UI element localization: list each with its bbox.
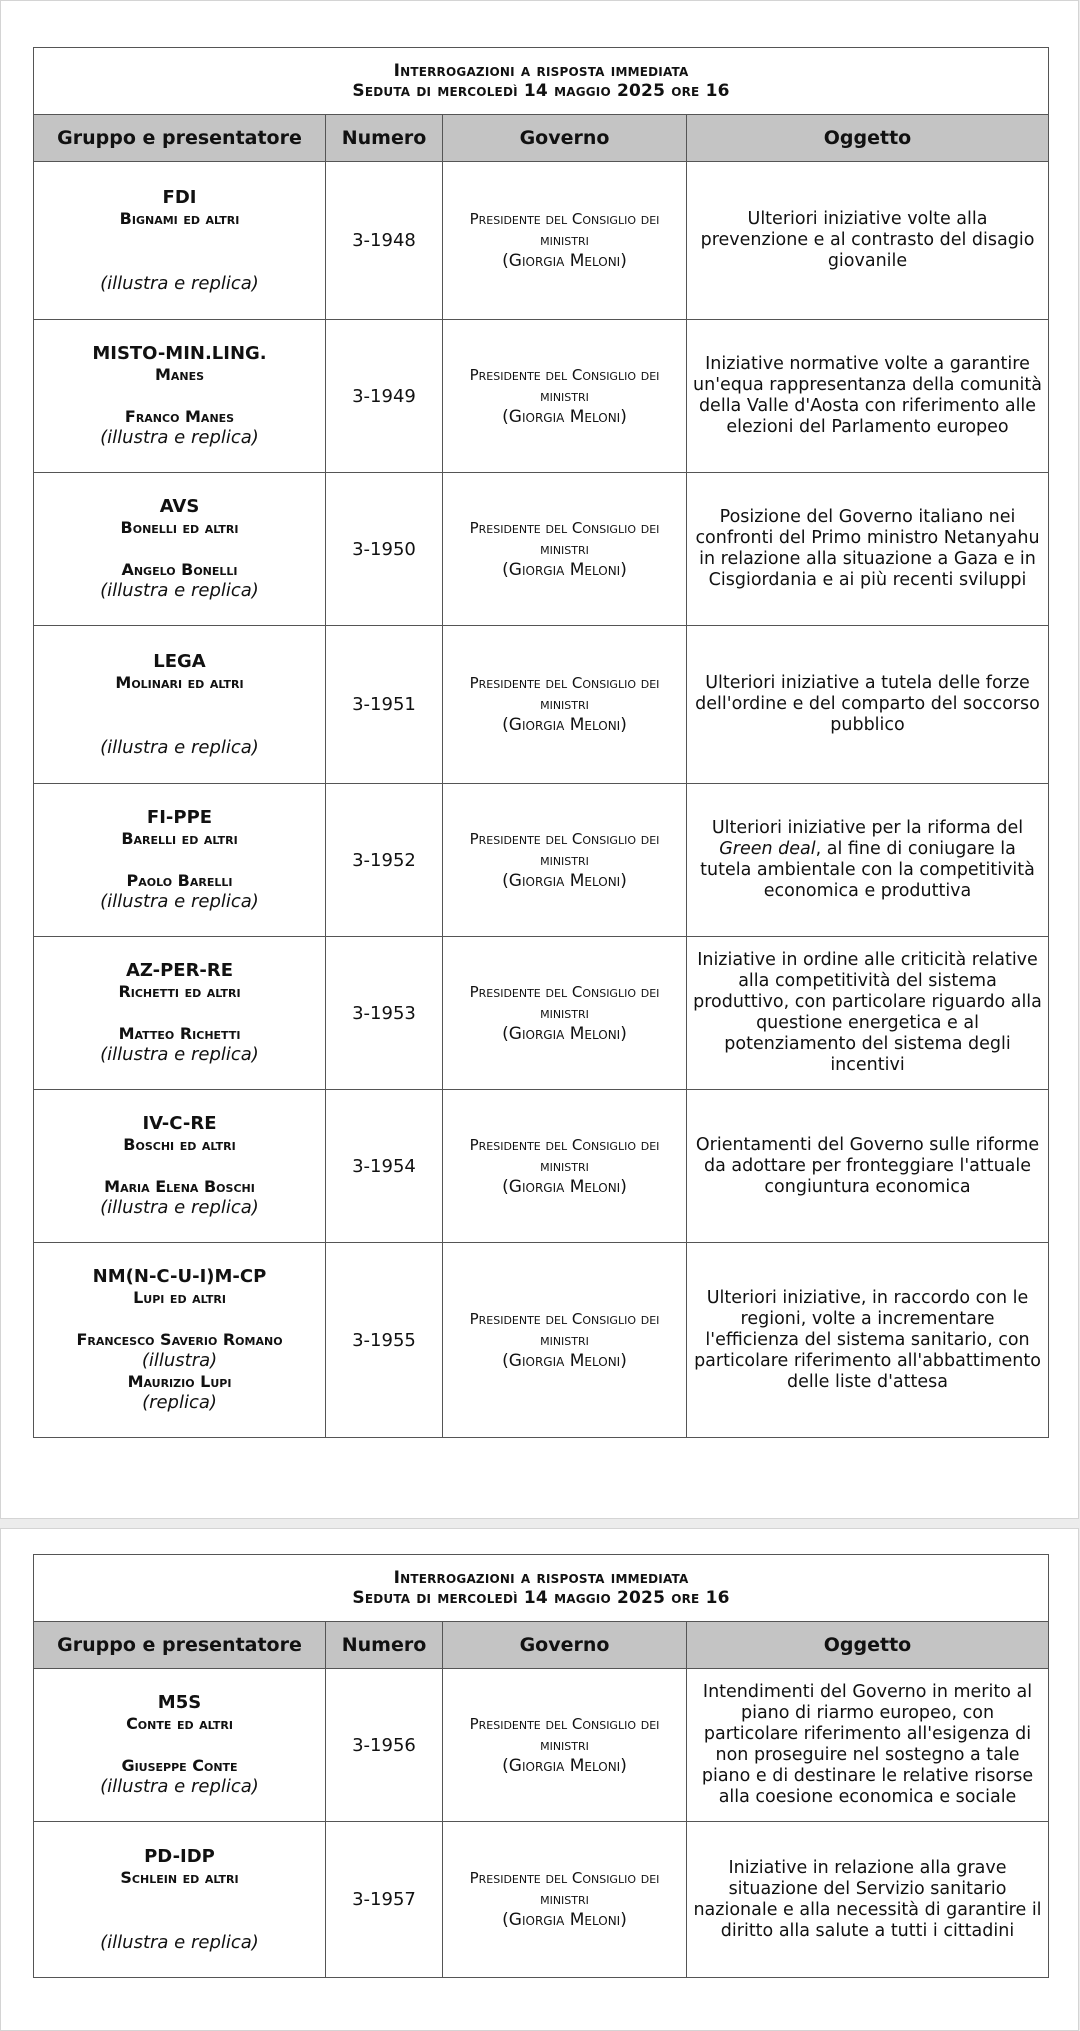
government-role: Presidente del Consiglio dei ministri <box>469 982 660 1022</box>
role-note: (illustra e replica) <box>100 272 259 294</box>
government-person: (Giorgia Meloni) <box>502 715 627 735</box>
header-government: Governo <box>443 115 687 162</box>
group-name: PD-IDP <box>144 1845 215 1867</box>
government-role: Presidente del Consiglio dei ministri <box>469 1135 660 1175</box>
table-header-row <box>34 1622 1049 1669</box>
group-name: M5S <box>157 1692 202 1713</box>
group-name: AZ-PER-RE <box>125 960 234 981</box>
presenter: Lupi ed altri <box>133 1288 226 1307</box>
group-name: AVS <box>159 496 200 517</box>
group-cell <box>34 162 326 320</box>
table-row <box>34 784 1049 937</box>
table-row <box>34 320 1049 473</box>
table-title-row <box>34 1555 1049 1622</box>
table-row <box>34 473 1049 626</box>
table-title <box>34 1555 1049 1622</box>
group-name: LEGA <box>153 650 206 672</box>
subject: Orientamenti del Governo sulle riforme da adottare per fronteggiare l'attuale congiuntura economica <box>687 1090 1049 1243</box>
government-cell <box>443 1090 687 1243</box>
government-role: Presidente del Consiglio dei ministri <box>469 518 660 558</box>
table-header-row <box>34 115 1049 162</box>
subject: Iniziative in relazione alla grave situazione del Servizio sanitario nazionale e alla necessità di garantire il diritto alla salute a tutti i cittadini <box>687 1822 1049 1978</box>
title-line-1: Interrogazioni a risposta immediata <box>393 61 689 81</box>
government-cell <box>443 626 687 784</box>
group-cell <box>34 473 326 626</box>
table-row <box>34 1669 1049 1822</box>
document-page-2 <box>0 1528 1079 2031</box>
subject-italic-term: Green deal <box>719 839 816 859</box>
question-number: 3-1949 <box>326 320 443 473</box>
government-role: Presidente del Consiglio dei ministri <box>469 1714 660 1754</box>
role-note: (illustra e replica) <box>100 1931 259 1953</box>
speaker: Franco Manes <box>124 407 235 426</box>
presenter: Schlein ed altri <box>120 1867 239 1887</box>
header-group: Gruppo e presentatore <box>34 115 326 162</box>
role-note-2: (replica) <box>142 1392 217 1413</box>
questions-table <box>33 47 1049 1438</box>
subject: Posizione del Governo italiano nei confronti del Primo ministro Netanyahu in relazione alla situazione a Gaza e in Cisgiordania e ai più recenti sviluppi <box>687 473 1049 626</box>
government-cell <box>443 937 687 1090</box>
group-cell <box>34 1822 326 1978</box>
government-role: Presidente del Consiglio dei ministri <box>469 829 660 869</box>
role-note: (illustra e replica) <box>100 736 259 758</box>
header-number: Numero <box>326 1622 443 1669</box>
subject: Ulteriori iniziative, in raccordo con le regioni, volte a incrementare l'efficienza del sistema sanitario, con particolare riferimento all'abbattimento delle liste d'attesa <box>687 1243 1049 1438</box>
question-number: 3-1951 <box>326 626 443 784</box>
role-note: (illustra e replica) <box>100 1776 259 1797</box>
government-person: (Giorgia Meloni) <box>502 870 627 891</box>
role-note: (illustra e replica) <box>100 891 259 912</box>
questions-table <box>33 1554 1049 1978</box>
government-role: Presidente del Consiglio dei ministri <box>469 365 660 405</box>
question-number: 3-1957 <box>326 1822 443 1978</box>
group-cell <box>34 784 326 937</box>
government-cell <box>443 1243 687 1438</box>
question-number: 3-1955 <box>326 1243 443 1438</box>
group-name: IV-C-RE <box>142 1113 217 1134</box>
table-row <box>34 937 1049 1090</box>
government-role: Presidente del Consiglio dei ministri <box>469 1309 660 1349</box>
group-cell <box>34 1090 326 1243</box>
table-title <box>34 48 1049 115</box>
title-line-1: Interrogazioni a risposta immediata <box>393 1568 689 1588</box>
subject: Iniziative normative volte a garantire un'equa rappresentanza della comunità della Valle d'Aosta con riferimento alle elezioni del Parlamento europeo <box>687 320 1049 473</box>
government-role: Presidente del Consiglio dei ministri <box>469 210 660 249</box>
table-row <box>34 1090 1049 1243</box>
speaker: Angelo Bonelli <box>121 560 238 579</box>
role-note: (illustra e replica) <box>100 580 259 601</box>
role-note: (illustra e replica) <box>100 1197 259 1218</box>
question-number: 3-1954 <box>326 1090 443 1243</box>
presenter: Richetti ed altri <box>118 982 241 1001</box>
title-line-2: Seduta di mercoledì 14 maggio 2025 ore 16 <box>352 81 730 101</box>
group-cell <box>34 1243 326 1438</box>
speaker: Maria Elena Boschi <box>104 1177 255 1196</box>
group-name: NM(N-C-U-I)M-CP <box>92 1266 267 1287</box>
government-person: (Giorgia Meloni) <box>502 1350 627 1371</box>
subject-text: Ulteriori iniziative per la riforma del <box>711 818 1024 838</box>
subject <box>687 784 1049 937</box>
government-cell <box>443 784 687 937</box>
table-row <box>34 1822 1049 1978</box>
presenter: Boschi ed altri <box>123 1135 236 1154</box>
table-row <box>34 162 1049 320</box>
group-name: FI-PPE <box>146 807 213 828</box>
role-note: (illustra e replica) <box>100 1044 259 1065</box>
header-subject: Oggetto <box>687 1622 1049 1669</box>
government-role: Presidente del Consiglio dei ministri <box>469 1869 660 1908</box>
government-person: (Giorgia Meloni) <box>502 559 627 580</box>
speaker: Francesco Saverio Romano <box>76 1330 283 1349</box>
subject: Intendimenti del Governo in merito al piano di riarmo europeo, con particolare riferimento all'esigenza di non proseguire nel sostegno a tale piano e di destinare le relative risorse alla coesione economica e sociale <box>687 1669 1049 1822</box>
presenter: Bignami ed altri <box>119 208 240 228</box>
subject: Iniziative in ordine alle criticità relative alla competitività del sistema produttivo, con particolare riguardo alla questione energetica e al potenziamento del sistema degli incentivi <box>687 937 1049 1090</box>
government-cell <box>443 320 687 473</box>
header-group: Gruppo e presentatore <box>34 1622 326 1669</box>
subject-text-continued: , al fine di coniugare la tutela ambientale con la competitività economica e produttiva <box>700 839 1035 901</box>
group-name: FDI <box>162 186 197 208</box>
government-cell <box>443 1669 687 1822</box>
government-person: (Giorgia Meloni) <box>502 1910 627 1930</box>
speaker-2: Maurizio Lupi <box>127 1372 232 1391</box>
presenter: Manes <box>154 365 205 384</box>
group-cell <box>34 1669 326 1822</box>
presenter: Bonelli ed altri <box>120 518 239 537</box>
government-role: Presidente del Consiglio dei ministri <box>469 674 660 713</box>
government-cell <box>443 473 687 626</box>
role-note: (illustra) <box>141 1350 218 1371</box>
header-subject: Oggetto <box>687 115 1049 162</box>
group-cell <box>34 937 326 1090</box>
question-number: 3-1948 <box>326 162 443 320</box>
question-number: 3-1950 <box>326 473 443 626</box>
question-number: 3-1952 <box>326 784 443 937</box>
government-person: (Giorgia Meloni) <box>502 251 627 271</box>
presenter: Molinari ed altri <box>115 672 244 692</box>
speaker: Paolo Barelli <box>126 871 233 890</box>
subject: Ulteriori iniziative volte alla prevenzione e al contrasto del disagio giovanile <box>687 162 1049 320</box>
header-number: Numero <box>326 115 443 162</box>
government-cell <box>443 1822 687 1978</box>
government-person: (Giorgia Meloni) <box>502 1023 627 1044</box>
table-row <box>34 626 1049 784</box>
question-number: 3-1956 <box>326 1669 443 1822</box>
group-cell <box>34 320 326 473</box>
presenter: Conte ed altri <box>126 1714 233 1733</box>
speaker: Matteo Richetti <box>118 1024 241 1043</box>
government-person: (Giorgia Meloni) <box>502 1755 627 1776</box>
table-row <box>34 1243 1049 1438</box>
header-government: Governo <box>443 1622 687 1669</box>
question-number: 3-1953 <box>326 937 443 1090</box>
government-person: (Giorgia Meloni) <box>502 406 627 427</box>
group-name: MISTO-MIN.LING. <box>92 343 267 364</box>
presenter: Barelli ed altri <box>121 829 238 848</box>
speaker: Giuseppe Conte <box>121 1756 238 1775</box>
group-cell <box>34 626 326 784</box>
title-line-2: Seduta di mercoledì 14 maggio 2025 ore 16 <box>352 1588 730 1608</box>
role-note: (illustra e replica) <box>100 427 259 448</box>
subject: Ulteriori iniziative a tutela delle forze dell'ordine e del comparto del soccorso pubblico <box>687 626 1049 784</box>
table-title-row <box>34 48 1049 115</box>
government-cell <box>443 162 687 320</box>
government-person: (Giorgia Meloni) <box>502 1176 627 1197</box>
